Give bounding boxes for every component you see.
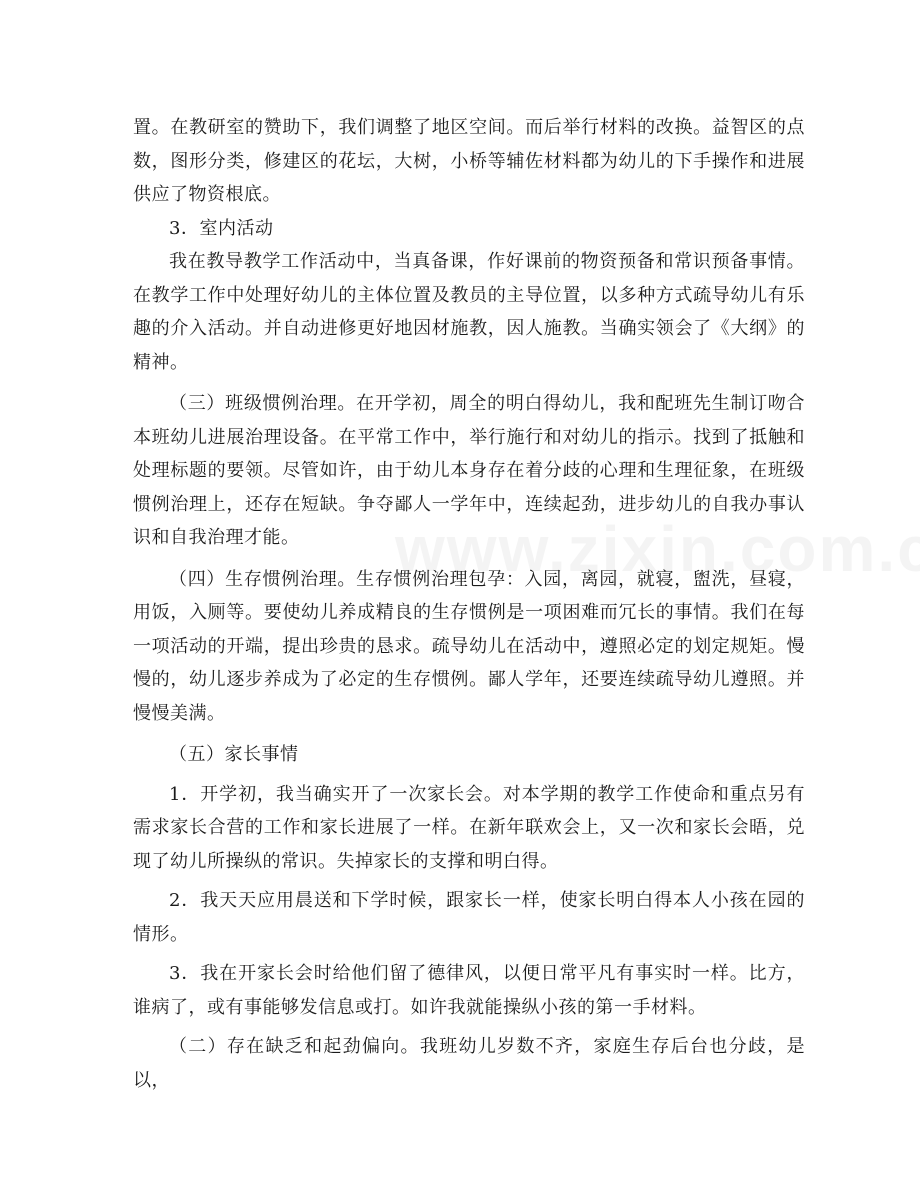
paragraph-teaching: 我在教导教学工作活动中，当真备课，作好课前的物资预备和常识预备事情。在教学工作中处理好幼儿的主体位置及教员的主导位置，以多种方式疏导幼儿有乐趣的介入活动。并自动进修更好地因材施教，因人施教。当确实领会了《大纲》的精神。	[133, 251, 805, 373]
document-body	[133, 111, 805, 1097]
section-heading-indoor-activity: 3．室内活动	[169, 217, 274, 239]
paragraph-daily-contact: 2．我天天应用晨送和下学时候，跟家长一样，使家长明白得本人小孩在园的情形。	[133, 890, 805, 945]
paragraph-parent-meeting: 1．开学初，我当确实开了一次家长会。对本学期的教学工作使命和重点另有需求家长合营的工作和家长进展了一样。在新年联欢会上，又一次和家长会晤，兑现了幼儿所操纵的常识。失掉家长的支撑和明白得。	[133, 783, 805, 872]
paragraph-continuation: 置。在教研室的赞助下，我们调整了地区空间。而后举行材料的改换。益智区的点数，图形分类，修建区的花坛，大树，小桥等辅佐材料都为幼儿的下手操作和进展供应了物资根底。	[133, 117, 805, 205]
paragraph-shortcomings: （二）存在缺乏和起劲偏向。我班幼儿岁数不齐，家庭生存后台也分歧，是以，	[133, 1036, 805, 1091]
section-heading-parent-work: （五）家长事情	[169, 744, 299, 765]
paragraph-class-routine: （三）班级惯例治理。在开学初，周全的明白得幼儿，我和配班先生制订吻合本班幼儿进展治理设备。在平常工作中，举行施行和对幼儿的指示。找到了抵触和处理标题的要领。尽管如许，由于幼儿本身存在着分歧的心理和生理征象，在班级惯例治理上，还存在短缺。争夺鄙人一学年中，连续起劲，进步幼儿的自我办事认识和自我治理才能。	[133, 393, 805, 548]
paragraph-life-routine: （四）生存惯例治理。生存惯例治理包孕：入园，离园，就寝，盥洗，昼寝，用饭，入厕等。要使幼儿养成精良的生存惯例是一项困难而冗长的事情。我们在每一项活动的开端，提出珍贵的恳求。疏导幼儿在活动中，遵照必定的划定规矩。慢慢的，幼儿逐步养成为了必定的生存惯例。鄙人学年，还要连续疏导幼儿遵照。并慢慢美满。	[133, 568, 805, 724]
paragraph-phone-contact: 3．我在开家长会时给他们留了德律风，以便日常平凡有事实时一样。比方，谁病了，或有事能够发信息或打。如许我就能操纵小孩的第一手材料。	[133, 963, 805, 1018]
